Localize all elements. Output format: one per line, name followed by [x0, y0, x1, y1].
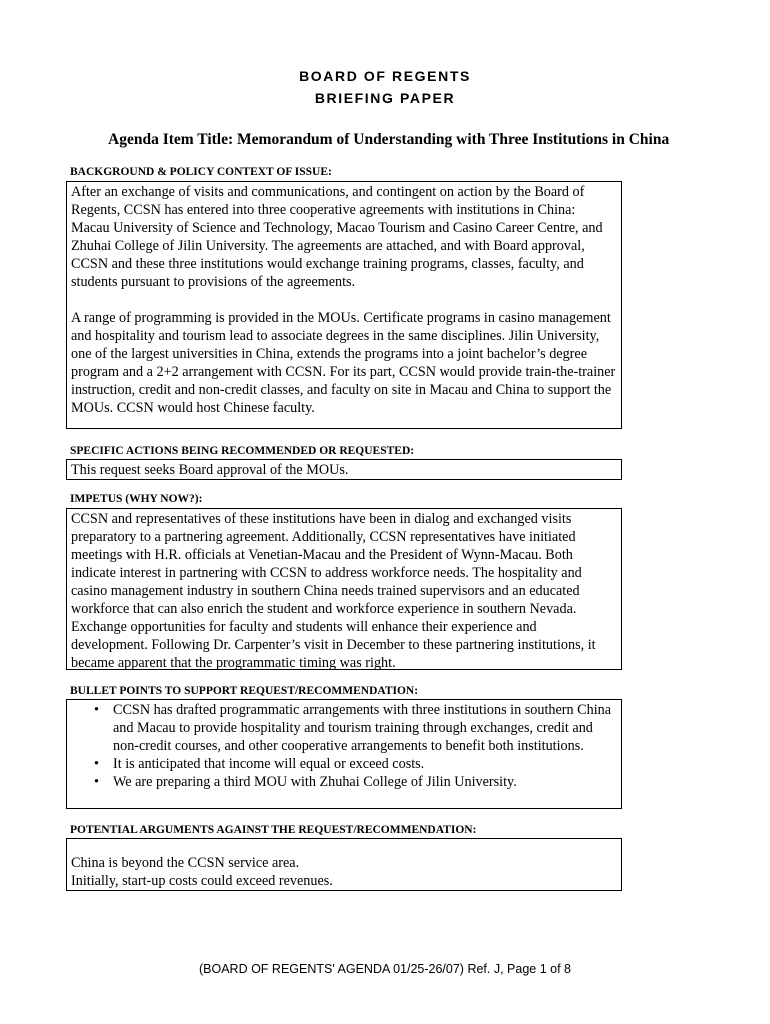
bullets-label: BULLET POINTS TO SUPPORT REQUEST/RECOMMENDATION:	[70, 685, 419, 697]
background-paragraph-1: After an exchange of visits and communications, and contingent on action by the Board of Regents, CCSN has entered into three cooperative agreements with institutions in China: Macau University of Science and Technology, Macao Tourism and Casino Career Centre, and Zhuhai College of Jilin University. The agreements are attached, and with Board approval, CCSN and these three institutions would exchange training programs, classes, faculty, and students pursuant to provisions of the agreements.	[71, 184, 603, 290]
document-title: BOARD OF REGENTS	[299, 68, 471, 84]
bullet-list	[67, 701, 621, 791]
actions-text: This request seeks Board approval of the MOUs.	[71, 462, 349, 478]
arguments-label: POTENTIAL ARGUMENTS AGAINST THE REQUEST/RECOMMENDATION:	[70, 824, 477, 836]
list-item	[67, 773, 621, 791]
list-item	[67, 701, 621, 755]
bullet-text: CCSN has drafted programmatic arrangements with three institutions in southern China and Macau to provide hospitality and tourism training through exchanges, credit and non-credit courses, and other cooperative arrangements to benefit both institutions.	[113, 702, 612, 754]
actions-label: SPECIFIC ACTIONS BEING RECOMMENDED OR REQUESTED:	[70, 445, 415, 457]
argument-line-1: China is beyond the CCSN service area.	[71, 855, 300, 871]
impetus-label: IMPETUS (WHY NOW?):	[70, 493, 203, 505]
argument-line-2: Initially, start-up costs could exceed revenues.	[71, 873, 333, 889]
actions-box	[66, 459, 622, 480]
agenda-item-title: Agenda Item Title: Memorandum of Understanding with Three Institutions in China	[108, 131, 670, 148]
background-paragraph-2: A range of programming is provided in the MOUs. Certificate programs in casino management and hospitality and tourism lead to associate degrees in the same disciplines. Jilin University, one of the largest universities in China, extends the programs into a joint bachelor’s degree program and a 2+2 arrangement with CCSN. For its part, CCSN would provide train-the-trainer instruction, credit and non-credit classes, and faculty on site in Macau and China to support the MOUs. CCSN would host Chinese faculty.	[71, 310, 616, 416]
bullet-text: We are preparing a third MOU with Zhuhai College of Jilin University.	[113, 774, 517, 790]
bullet-text: It is anticipated that income will equal or exceed costs.	[113, 756, 425, 772]
bullet-dot-icon: •	[94, 756, 99, 772]
impetus-box	[66, 508, 622, 670]
bullets-box	[66, 699, 622, 809]
page-footer: (BOARD OF REGENTS' AGENDA 01/25-26/07) Ref. J, Page 1 of 8	[199, 962, 571, 976]
background-box	[66, 181, 622, 429]
bullet-dot-icon: •	[94, 774, 99, 790]
list-item	[67, 755, 621, 773]
arguments-box	[66, 838, 622, 891]
impetus-text: CCSN and representatives of these institutions have been in dialog and exchanged visits preparatory to a partnering agreement. Additionally, CCSN representatives have initiated meetings with H.R. officials at Venetian-Macau and the President of Wynn-Macau. Both indicate interest in partnering with CCSN to address workforce needs. The hospitality and casino management industry in southern China needs trained supervisors and an educated workforce that can also enrich the student and workforce experience in southern Nevada. Exchange opportunities for faculty and students will enhance their experience and development. Following Dr. Carpenter’s visit in December to these partnering institutions, it became apparent that the programmatic timing was right.	[71, 511, 596, 671]
background-label: BACKGROUND & POLICY CONTEXT OF ISSUE:	[70, 166, 332, 178]
bullet-dot-icon: •	[94, 702, 99, 718]
document-subtitle: BRIEFING PAPER	[314, 90, 456, 106]
